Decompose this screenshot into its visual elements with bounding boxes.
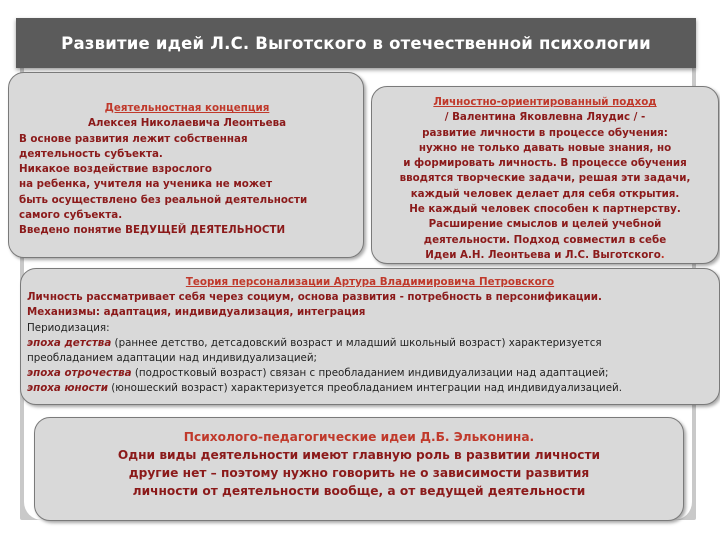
elkonin-line: другие нет – поэтому нужно говорить не о зависимости развития (128, 466, 590, 480)
lyaudis-line: Не каждый человек способен к партнерству. (409, 203, 681, 216)
leading-activity-term: ВЕДУЩЕЙ ДЕЯТЕЛЬНОСТИ (125, 224, 286, 237)
lyaudis-approach-box (371, 86, 719, 264)
lyaudis-line: развитие личности в процессе обучения: (422, 126, 668, 139)
elkonin-line: Одни виды деятельности имеют главную роль в развитии личности (117, 448, 601, 462)
era-youth (27, 381, 713, 396)
era-text: (раннее детство, детсадовский возраст и младший школьный возраст) характеризуется (111, 336, 602, 349)
petrovsky-mechanisms: Механизмы: адаптация, индивидуализация, интеграция (27, 306, 366, 319)
era-text: (подростковый возраст) связан с преобладанием индивидуализации над адаптацией; (131, 367, 609, 380)
leontiev-line: деятельность субъекта. (19, 147, 163, 160)
lyaudis-line: каждый человек делает для себя открытия. (410, 187, 680, 200)
leontiev-concept-box (8, 72, 364, 258)
era-childhood (27, 336, 713, 351)
leontiev-line: В основе развития лежит собственная (19, 132, 248, 145)
leontiev-concept-line (19, 223, 355, 238)
lyaudis-final-dot: . (660, 248, 665, 261)
leontiev-line: на ребенка, учителя на ученика не может (19, 178, 273, 191)
lyaudis-line: вводятся творческие задачи, решая эти задачи, (399, 172, 691, 185)
leontiev-author: Алексея Николаевича Леонтьева (87, 117, 287, 130)
petrovsky-line: Личность рассматривает себя через социум, основа развития - потребность в персонификации. (27, 291, 602, 304)
era-adolescence (27, 366, 713, 381)
concept-prefix: Введено понятие (19, 224, 126, 237)
lyaudis-line: и формировать личность. В процессе обучения (403, 157, 687, 170)
era-name: эпоха детства (27, 336, 112, 349)
leontiev-line: быть осуществлено без реальной деятельности (19, 193, 308, 206)
era-name: эпоха отрочества (27, 367, 132, 380)
era-childhood-cont: преобладанием адаптации над индивидуализацией; (27, 352, 318, 365)
leontiev-heading: Деятельностная концепция (104, 102, 270, 114)
leontiev-line: Никакое воздействие взрослого (19, 163, 212, 176)
elkonin-heading: Психолого-педагогические идеи Д.Б. Эльконина. (183, 430, 535, 444)
elkonin-line: личности от деятельности вообще, а от ведущей деятельности (132, 484, 586, 498)
era-name: эпоха юности (27, 382, 108, 395)
lyaudis-line: Расширение смыслов и целей учебной (428, 218, 662, 231)
lyaudis-last-line (376, 248, 714, 263)
lyaudis-line: деятельности. Подход совместил в себе (423, 233, 667, 246)
leontiev-line: самого субъекта. (19, 209, 123, 222)
page-title: Развитие идей Л.С. Выготского в отечественной психологии (16, 18, 696, 68)
elkonin-ideas-box (34, 417, 684, 521)
petrovsky-theory-box (20, 268, 720, 405)
lyaudis-line: Идеи А.Н. Леонтьева и Л.С. Выготского (425, 248, 661, 261)
lyaudis-line: / Валентина Яковлевна Ляудис / - (444, 111, 646, 124)
petrovsky-heading: Теория персонализации Артура Владимировича Петровского (185, 276, 555, 288)
lyaudis-line: нужно не только давать новые знания, но (418, 141, 672, 154)
periodization-label: Периодизация: (27, 321, 110, 334)
lyaudis-heading: Личностно-ориентированный подход (433, 96, 657, 108)
era-text: (юношеский возраст) характеризуется преобладанием интеграции над индивидуализацией. (107, 382, 623, 395)
